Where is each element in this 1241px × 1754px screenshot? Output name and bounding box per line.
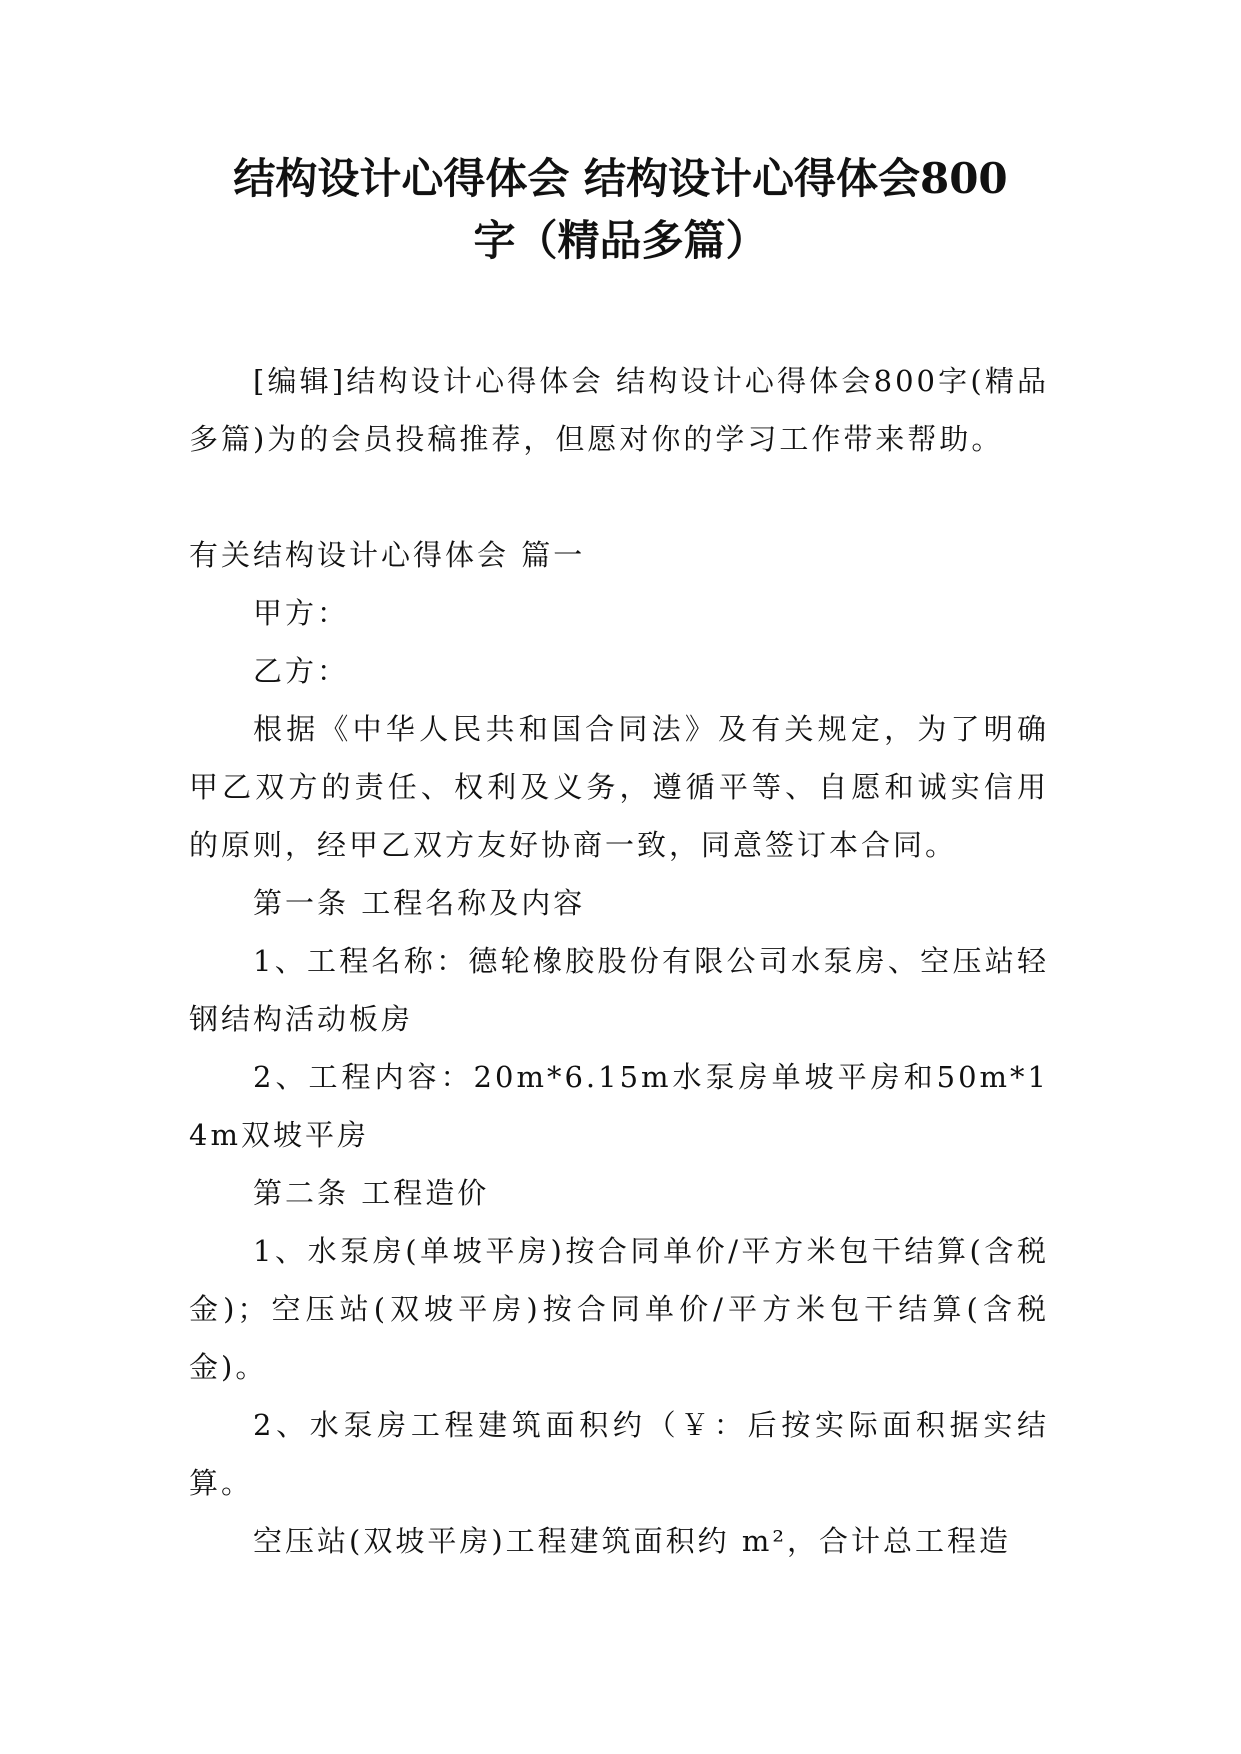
title-line-2: 字（精品多篇） xyxy=(473,216,768,265)
basis-paragraph: 根据《中华人民共和国合同法》及有关规定，为了明确甲乙双方的责任、权利及义务，遵循平等、自愿和诚实信用的原则，经甲乙双方友好协商一致，同意签订本合同。 xyxy=(189,712,1049,862)
party-a-line: 甲方： xyxy=(253,596,350,630)
article-1-heading: 第一条 工程名称及内容 xyxy=(253,886,586,920)
article-2-item-3: 空压站(双坡平房)工程建筑面积约 m²，合计总工程造 xyxy=(253,1524,1011,1558)
document-body xyxy=(189,352,1049,1570)
intro-paragraph: [编辑]结构设计心得体会 结构设计心得体会800字(精品多篇)为的会员投稿推荐，但愿对你的学习工作带来帮助。 xyxy=(189,364,1049,456)
article-2-item-1: 1、水泵房(单坡平房)按合同单价/平方米包干结算(含税金)；空压站(双坡平房)按合同单价/平方米包干结算(含税金)。 xyxy=(189,1234,1049,1384)
article-1-item-1: 1、工程名称：德轮橡胶股份有限公司水泵房、空压站轻钢结构活动板房 xyxy=(189,944,1049,1036)
section-heading: 有关结构设计心得体会 篇一 xyxy=(189,538,586,572)
article-2-item-2: 2、水泵房工程建筑面积约（￥：后按实际面积据实结算。 xyxy=(189,1408,1049,1500)
party-b-line: 乙方： xyxy=(253,654,350,688)
document-title xyxy=(150,148,1091,272)
article-2-heading: 第二条 工程造价 xyxy=(253,1176,490,1210)
title-line-1: 结构设计心得体会 结构设计心得体会800 xyxy=(233,154,1008,203)
article-1-item-2: 2、工程内容：20m*6.15m水泵房单坡平房和50m*14m双坡平房 xyxy=(189,1060,1049,1152)
